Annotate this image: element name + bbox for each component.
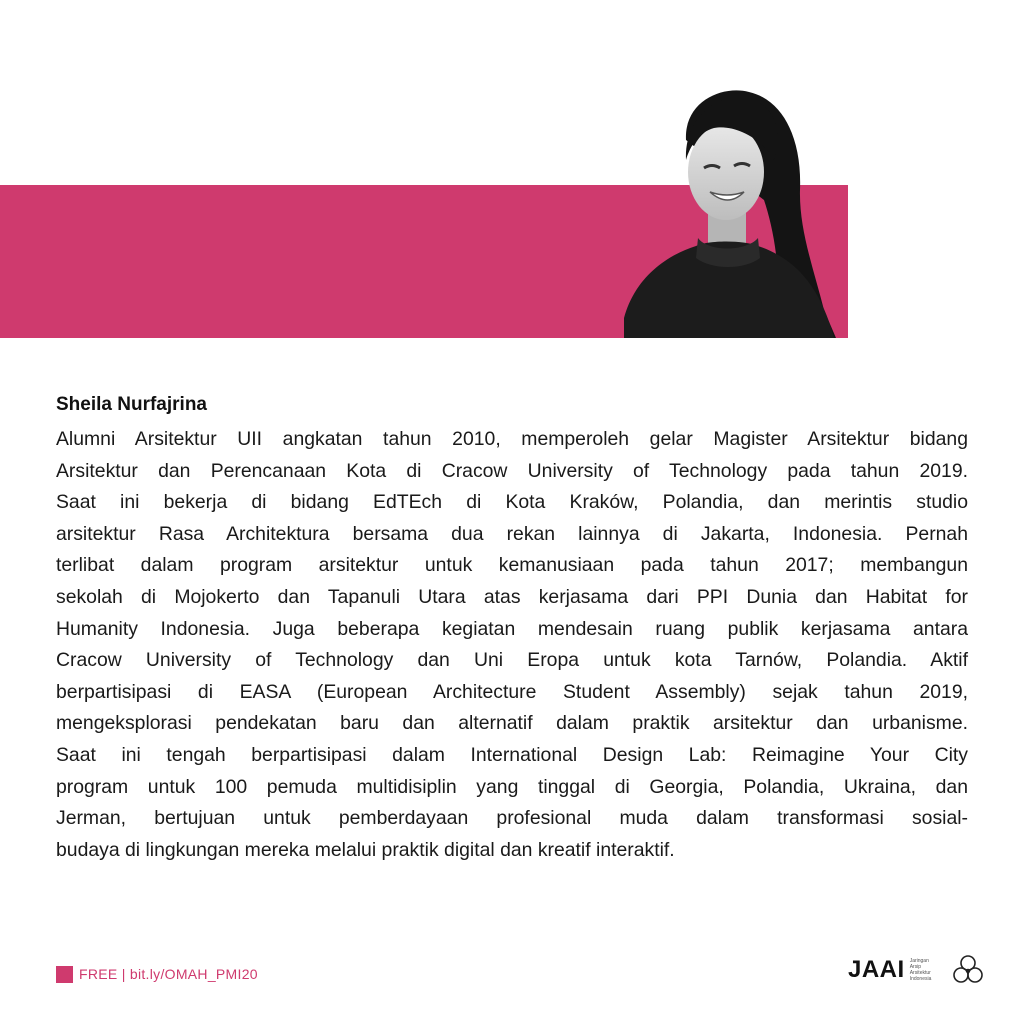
bio-line: berpartisipasi di EASA (European Architecture Student Assembly) sejak tahun 2019, — [56, 680, 968, 703]
brand-tagline-line: Arsip — [909, 964, 922, 970]
profile-name: Sheila Nurfajrina — [56, 394, 207, 415]
portrait-photo — [624, 80, 848, 338]
bio-line: Arsitektur dan Perencanaan Kota di Cracow University of Technology pada tahun 2019. — [56, 459, 968, 482]
brand-tagline-line: Arsitektur — [909, 970, 931, 976]
bio-line: sekolah di Mojokerto dan Tapanuli Utara atas kerjasama dari PPI Dunia dan Habitat for — [56, 585, 968, 608]
bio-line: Cracow University of Technology dan Uni Eropa untuk kota Tarnów, Polandia. Aktif — [56, 649, 968, 672]
brand-logo — [848, 950, 986, 990]
registration-link[interactable]: FREE | bit.ly/OMAH_PMI20 — [79, 966, 258, 982]
bio-line: Humanity Indonesia. Juga beberapa kegiatan mendesain ruang publik kerjasama antara — [56, 617, 968, 640]
profile-bio — [56, 424, 968, 866]
bio-line: budaya di lingkungan mereka melalui praktik digital dan kreatif interaktif. — [56, 838, 675, 861]
bio-line: Saat ini tengah berpartisipasi dalam International Design Lab: Reimagine Your City — [56, 743, 968, 766]
bio-line: Jerman, bertujuan untuk pemberdayaan profesional muda dalam transformasi sosial- — [56, 807, 968, 830]
bio-line: Saat ini bekerja di bidang EdTEch di Kota Kraków, Polandia, dan merintis studio — [56, 491, 968, 514]
brand-logo-text: JAAI — [848, 956, 905, 983]
bio-line: terlibat dalam program arsitektur untuk kemanusiaan pada tahun 2017; membangun — [56, 554, 968, 577]
bio-line: arsitektur Rasa Architektura bersama dua rekan lainnya di Jakarta, Indonesia. Pernah — [56, 522, 968, 545]
brand-tagline-line: Indonesia — [909, 976, 932, 982]
footer — [56, 964, 258, 984]
bio-line: program untuk 100 pemuda multidisiplin yang tinggal di Georgia, Polandia, Ukraina, dan — [56, 775, 968, 798]
square-marker-icon — [56, 966, 73, 983]
bio-line: mengeksplorasi pendekatan baru dan alternatif dalam praktik arsitektur dan urbanisme. — [56, 712, 968, 735]
bio-line: Alumni Arsitektur UII angkatan tahun 2010, memperoleh gelar Magister Arsitektur bidang — [56, 428, 968, 450]
triple-knot-logo-icon — [950, 952, 986, 988]
brand-tagline-line: Jaringan — [909, 958, 929, 964]
brand-tagline — [910, 958, 944, 982]
